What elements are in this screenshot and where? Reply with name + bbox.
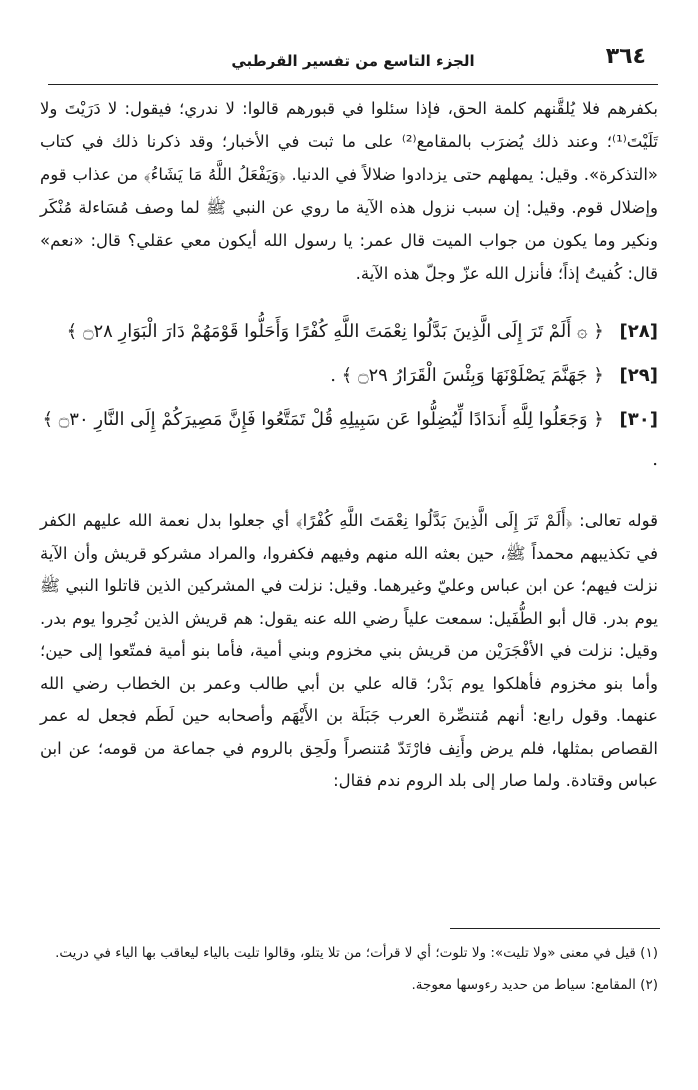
verse-29 [40,356,658,396]
page-number: ٣٦٤ [605,44,646,69]
footnote-2: (٢) المقامع: سياط من حديد رءوسها معوجة. [411,977,658,993]
intro-paragraph: بكفرهم فلا يُلقَّنهم كلمة الحق، فإذا سئلوا في قبورهم قالوا: لا ندري؛ فيقول: لا دَرَيْتَ ولا تَلَيْتَ⁽¹⁾؛ وعند ذلك يُضرَب بالمقامع⁽²⁾ على ما ثبت في الأخبار؛ وقد ذكرنا ذلك في كتاب «التذكرة». وقيل: يمهلهم حتى يزدادوا ضلالاً في الدنيا. ﴿وَيَفْعَلُ اللَّهُ مَا يَشَاءُ﴾ من عذاب قوم وإضلال قوم. وقيل: إن سبب نزول هذه الآية ما روي عن النبي ﷺ لما وصف مُسَاءلة مُنْكَر ونكير وما يكون من جواب الميت قال عمر: يا رسول الله أيكون معي عقلي؟ قال: «نعم» قال: كُفيتُ إذاً؛ فأنزل الله عزّ وجلّ هذه الآية. [40,99,659,283]
intro-text [40,92,658,290]
verse-number: [٢٩] [619,365,658,386]
verse-30 [40,400,658,480]
quran-verses [40,312,658,484]
running-title: الجزء التاسع من تفسير القرطبي [231,52,475,70]
commentary-text [40,505,658,798]
verse-number: [٣٠] [619,409,658,430]
verse-text: ﴿ ۞ أَلَمْ تَرَ إِلَى الَّذِينَ بَدَّلُوا نِعْمَتَ اللَّهِ كُفْرًا وَأَحَلُّوا قَوْمَهُمْ دَارَ الْبَوَارِ ۝٢٨ ﴾ [66,321,604,342]
footnote-1: (١) قيل في معنى «ولا تليت»: ولا تلوت؛ أي لا قرأت؛ من تلا يتلو، وقالوا تليت بالياء ليعاقب بها الياء في دريت. [55,945,658,961]
footnote-divider [450,928,660,929]
verse-text: ﴿ جَهَنَّمَ يَصْلَوْنَهَا وَبِئْسَ الْقَرَارُ ۝٢٩ ﴾ . [330,365,604,386]
footnotes [40,940,658,1004]
page-header [48,38,658,85]
verse-number: [٢٨] [619,321,658,342]
commentary-paragraph: قوله تعالى: ﴿أَلَمْ تَرَ إِلَى الَّذِينَ بَدَّلُوا نِعْمَتَ اللَّهِ كُفْرًا﴾ أي جعلوا بدل نعمة الله عليهم الكفر في تكذيبهم محمداً ﷺ، حين بعثه الله منهم وفيهم فكفروا، والمراد مشركو قريش وأن الآية نزلت فيهم؛ عن ابن عباس وعليّ وغيرهما. وقيل: نزلت في المشركين الذين قاتلوا النبي ﷺ يوم بدر. قال أبو الطُّفَيل: سمعت علياً رضي الله عنه يقول: هم قريش الذين نُحِروا يوم بدر. وقيل: نزلت في الأفْجَرَيْن من قريش بني مخزوم وبني أمية، فأما بنو أمية فمتّعوا إلى حين؛ وأما بنو مخزوم فأهلكوا يوم بَدْر؛ قاله علي بن أبي طالب وعمر بن الخطاب رضي الله عنهما. وقول رابع: أنهم مُتنصِّرة العرب جَبَلَة بن الأَيْهَم وأصحابه حين لَطَم فجعل له عمر القصاص بمثلها، فلم يرض وأَنِف فارْتَدّ مُتنصراً ولَحِق بالروم في جماعة من قومه؛ عن ابن عباس وقتادة. ولما صار إلى بلد الروم ندم فقال: [40,511,658,790]
verse-28 [40,312,658,352]
verse-text: ﴿ وَجَعَلُوا لِلَّهِ أَندَادًا لِّيُضِلُّوا عَن سَبِيلِهِ قُلْ تَمَتَّعُوا فَإِنَّ مَصِيرَكُمْ إِلَى النَّارِ ۝٣٠ ﴾ . [42,409,658,470]
